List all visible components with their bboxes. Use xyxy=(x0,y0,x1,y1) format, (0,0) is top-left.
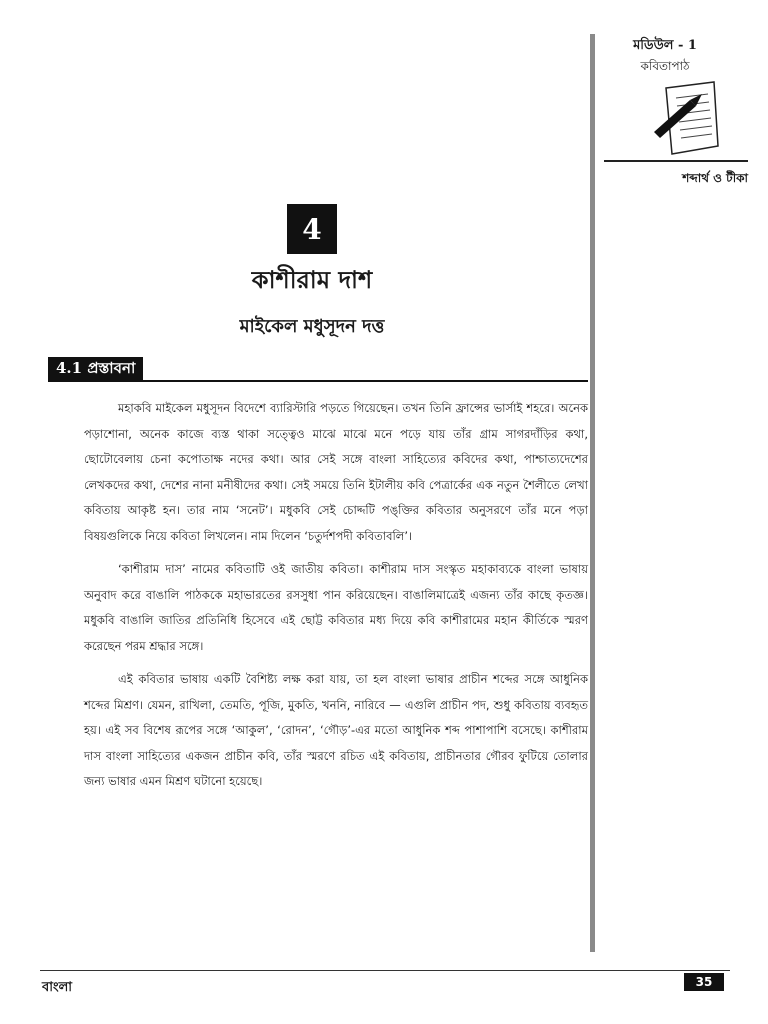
module-subtitle: কবিতাপাঠ xyxy=(640,59,690,73)
glossary-label: শব্দার্থ ও টীকা xyxy=(682,171,748,185)
paragraph: এই কবিতার ভাষায় একটি বৈশিষ্ট্য লক্ষ করা যায়, তা হল বাংলা ভাষার প্রাচীন শব্দের সঙ্গে আধুনিক শব্দের মিশ্রণ। যেমন, রাখিলা, তেমতি, পূজি, মুকতি, খননি, নারিবে — এগুলি প্রাচীন পদ, শুধু কবিতায় ব্যবহৃত হয়। এই সব বিশেষ রূপের সঙ্গে ‘আকুল’, ‘রোদন’, ‘গৌড়’-এর মতো আধুনিক শব্দ পাশাপাশি বসেছে। কাশীরাম দাস বাংলা সাহিত্যের একজন প্রাচীন কবি, তাঁর স্মরণে রচিত এই কবিতায়, প্রাচীনতার গৌরব ফুটিয়ে তোলার জন্য ভাষার এমন মিশ্রণ ঘটানো হয়েছে। xyxy=(84,672,588,788)
paragraph: মহাকবি মাইকেল মধুসূদন বিদেশে ব্যারিস্টারি পড়তে গিয়েছেন। তখন তিনি ফ্রান্সের ভার্সাই শহরে। অনেক পড়াশোনা, অনেক কাজে ব্যস্ত থাকা সত্ত্বেও মাঝে মাঝে মনে পড়ে যায় তাঁর গ্রাম সাগরদাঁড়ির কথা, ছোটোবেলায় চেনা কপোতাক্ষ নদের কথা। আর সেই সঙ্গে বাংলা সাহিত্যের কবিদের কথা, পাশ্চাত্যদেশের লেখকদের কথা, দেশের নানা মনীষীদের কথা। সেই সময়ে তিনি ইটালীয় কবি পেত্রার্কের এক নতুন শৈলীতে লেখা কবিতায় আকৃষ্ট হন। তার নাম ‘সনেট’। মধুকবি সেই চোদ্দটি পঙ্‌ক্তির কবিতার অনুসরণে তাঁর মনে পড়া বিষয়গুলিকে নিয়ে কবিতা লিখলেন। নাম দিলেন ‘চতুর্দশপদী কবিতাবলি’। xyxy=(84,401,588,543)
footer-subject: বাংলা xyxy=(42,980,73,995)
module-header xyxy=(600,36,730,76)
paragraph: ‘কাশীরাম দাস’ নামের কবিতাটি ওই জাতীয় কবিতা। কাশীরাম দাস সংস্কৃত মহাকাব্যকে বাংলা ভাষায় অনুবাদ করে বাঙালি পাঠককে মহাভারতের রসসুধা পান করিয়েছেন। বাঙালিমাত্রেই এজন্য তাঁর কাছে কৃতজ্ঞ। মধুকবি বাঙালি জাতির প্রতিনিধি হিসেবে এই ছোট্ট কবিতার মধ্য দিয়ে কবি কাশীরামের মহান কীর্তিকে স্মরণ করেছেন পরম শ্রদ্ধার সঙ্গে। xyxy=(84,562,588,653)
chapter-number: 4 xyxy=(287,204,337,254)
chapter-author: মাইকেল মধুসূদন দত্ত xyxy=(239,316,385,337)
sidebar-rule xyxy=(604,160,748,162)
section-rule xyxy=(48,380,588,382)
margin-divider xyxy=(590,34,595,952)
footer-rule xyxy=(40,970,730,971)
module-label: মডিউল - 1 xyxy=(633,38,697,53)
paper-pen-icon xyxy=(652,80,722,162)
section-body xyxy=(84,396,588,803)
chapter-title: কাশীরাম দাশ xyxy=(251,265,373,294)
page-number: 35 xyxy=(684,973,724,991)
section-heading: 4.1 প্রস্তাবনা xyxy=(48,357,143,381)
